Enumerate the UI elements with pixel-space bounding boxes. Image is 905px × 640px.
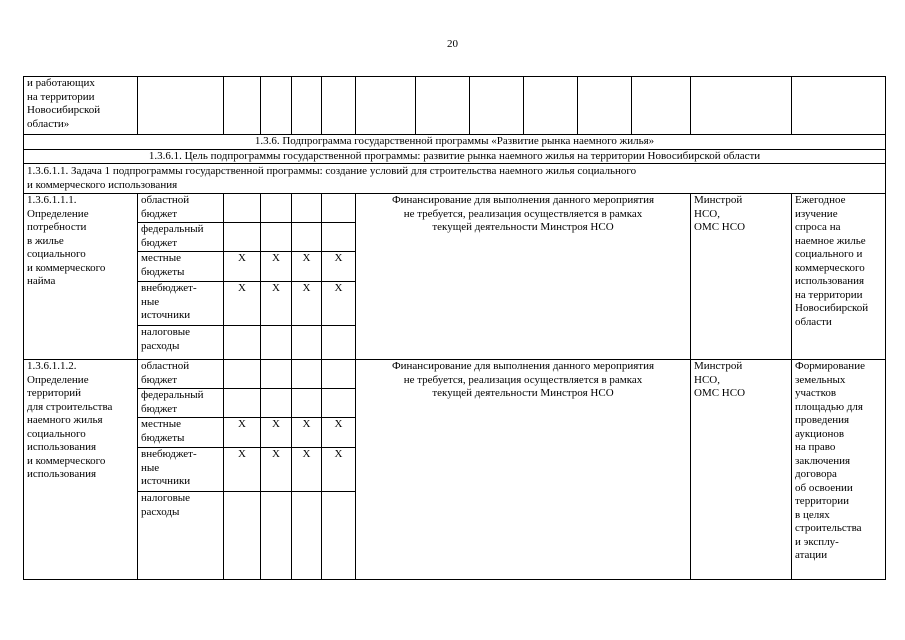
activity-name: 1.3.6.1.1.2. Определение территорий для строительства наемного жилья социального использования и коммерческого использования bbox=[24, 360, 138, 580]
activity-name: 1.3.6.1.1.1. Определение потребности в жилье социального и коммерческого найма bbox=[24, 194, 138, 360]
funding-mark bbox=[261, 223, 292, 252]
financing-note: Финансирование для выполнения данного мероприятия не требуется, реализация осуществляется в рамках текущей деятельности Минстроя НСО bbox=[356, 194, 691, 360]
funding-source-label: областной бюджет bbox=[138, 360, 224, 389]
funding-mark: X bbox=[261, 418, 292, 448]
funding-mark bbox=[261, 360, 292, 389]
funding-mark bbox=[292, 326, 322, 360]
funding-source-label: местные бюджеты bbox=[138, 418, 224, 448]
table-row bbox=[24, 360, 886, 389]
funding-mark bbox=[292, 194, 322, 223]
funding-source-label: внебюджет- ные источники bbox=[138, 448, 224, 492]
funding-mark: X bbox=[261, 252, 292, 282]
funding-mark bbox=[322, 223, 356, 252]
funding-mark bbox=[224, 326, 261, 360]
funding-mark bbox=[322, 326, 356, 360]
executor: Минстрой НСО, ОМС НСО bbox=[691, 360, 792, 580]
funding-mark bbox=[261, 326, 292, 360]
funding-mark bbox=[224, 223, 261, 252]
funding-mark bbox=[292, 389, 322, 418]
funding-source-label: внебюджет- ные источники bbox=[138, 282, 224, 326]
funding-mark: X bbox=[224, 418, 261, 448]
funding-source-label: федеральный бюджет bbox=[138, 223, 224, 252]
funding-mark bbox=[322, 360, 356, 389]
financing-note: Финансирование для выполнения данного мероприятия не требуется, реализация осуществляется в рамках текущей деятельности Минстроя НСО bbox=[356, 360, 691, 580]
funding-mark: X bbox=[261, 282, 292, 326]
goal-heading: 1.3.6.1. Цель подпрограммы государственной программы: развитие рынка наемного жилья на территории Новосибирской области bbox=[24, 149, 886, 164]
table-row bbox=[24, 194, 886, 223]
funding-mark bbox=[322, 389, 356, 418]
funding-mark bbox=[322, 492, 356, 580]
table-row-subprogram bbox=[24, 135, 886, 150]
funding-source-label: областной бюджет bbox=[138, 194, 224, 223]
program-table bbox=[23, 76, 886, 580]
funding-mark: X bbox=[292, 252, 322, 282]
funding-mark: X bbox=[224, 252, 261, 282]
funding-mark bbox=[322, 194, 356, 223]
funding-source-label: налоговые расходы bbox=[138, 492, 224, 580]
funding-mark: X bbox=[224, 448, 261, 492]
expected-result: Формирование земельных участков площадью для проведения аукционов на право заключения договора об освоении территории в целях строительства и эксплу- атации bbox=[792, 360, 886, 580]
executor: Минстрой НСО, ОМС НСО bbox=[691, 194, 792, 360]
table-row-top bbox=[24, 77, 886, 135]
funding-mark bbox=[292, 223, 322, 252]
subprogram-heading: 1.3.6. Подпрограмма государственной программы «Развитие рынка наемного жилья» bbox=[24, 135, 886, 150]
funding-source-label: местные бюджеты bbox=[138, 252, 224, 282]
table-row-task bbox=[24, 164, 886, 194]
expected-result: Ежегодное изучение спроса на наемное жилье социального и коммерческого использования на территории Новосибирской области bbox=[792, 194, 886, 360]
funding-mark bbox=[292, 492, 322, 580]
funding-mark: X bbox=[224, 282, 261, 326]
funding-mark bbox=[261, 389, 292, 418]
funding-mark bbox=[292, 360, 322, 389]
funding-mark: X bbox=[292, 448, 322, 492]
funding-mark: X bbox=[322, 252, 356, 282]
funding-mark bbox=[224, 389, 261, 418]
funding-mark: X bbox=[322, 448, 356, 492]
funding-mark bbox=[261, 194, 292, 223]
funding-mark: X bbox=[322, 282, 356, 326]
table-row-goal bbox=[24, 149, 886, 164]
funding-mark: X bbox=[322, 418, 356, 448]
funding-mark bbox=[224, 492, 261, 580]
funding-mark bbox=[224, 360, 261, 389]
funding-source-label: федеральный бюджет bbox=[138, 389, 224, 418]
funding-mark: X bbox=[292, 282, 322, 326]
page-number: 20 bbox=[447, 38, 458, 50]
funding-mark: X bbox=[292, 418, 322, 448]
funding-source-label: налоговые расходы bbox=[138, 326, 224, 360]
task-heading: 1.3.6.1.1. Задача 1 подпрограммы государственной программы: создание условий для строительства наемного жилья социального и коммерческого использования bbox=[24, 164, 886, 194]
funding-mark bbox=[261, 492, 292, 580]
funding-mark: X bbox=[261, 448, 292, 492]
funding-mark bbox=[224, 194, 261, 223]
continuation-cell: и работающих на территории Новосибирской области» bbox=[24, 77, 138, 135]
